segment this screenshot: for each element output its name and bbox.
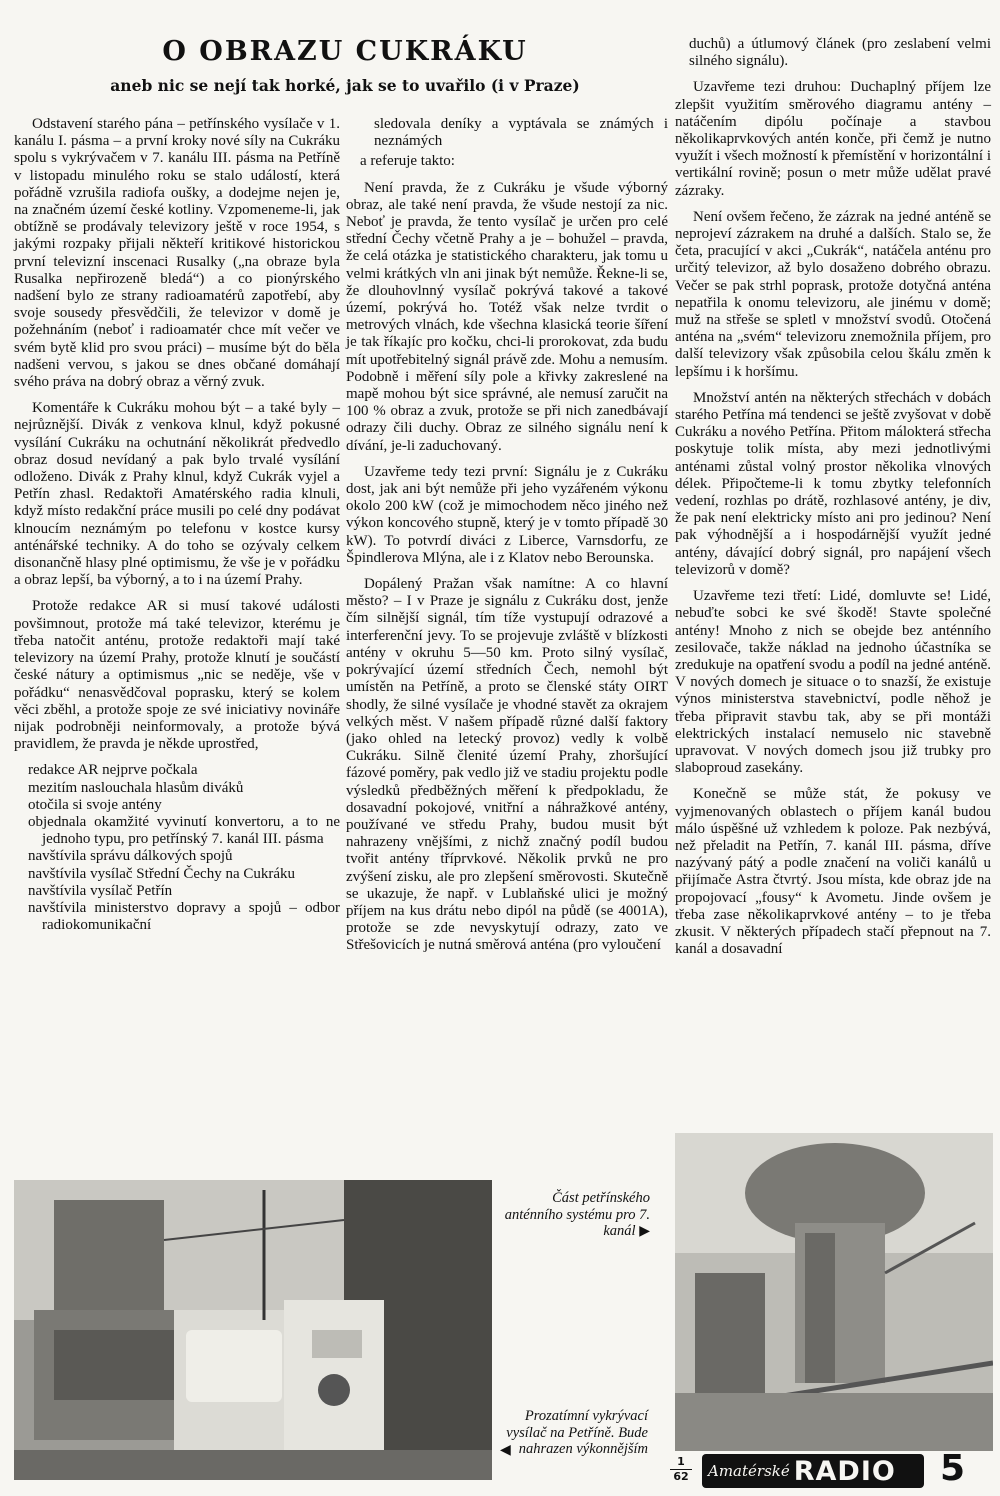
paragraph: Odstavení starého pána – petřínského vysílače v 1. kanálu I. pásma – a první kroky nové síly na Cukráku spolu s vykrývačem v 7. kanálu III. pásma na Petříně v listopadu minulého roku se stalo událostí, která pořádně vzrušila radiofa oušky, a dodejme nejen je, na značném území české kotliny. Vzpomeneme-li, jak obtížně se prodávaly televizory ještě v roce 1954, s jakými rozpaky přijali někteří kritikové historickou první televizní inscenaci Rusalky („na obraze byla Rusalka nepřirozeně bledá“) a co pionýrského nadšení bylo ze strany radioamatérů zapotřebí, aby svoje sousedy přesvědčili, že televizor v domě je požehnáním (neboť i radioamatér chce mít večer ve svém bytě klid pro svou práci) – musíme být do běla nadšeni vervou, s jakou se dnes občané domáhají svého práva na dobrý obraz a věrný zvuk. — [14, 116, 340, 391]
list-item: mezitím naslouchala hlasům diváků — [28, 779, 244, 796]
text-column-2 — [346, 116, 668, 964]
caption-text: Část petřínského anténního systému pro 7. kanál — [504, 1190, 650, 1239]
photo-caption-top — [500, 1190, 650, 1241]
logo-name: RADIO — [793, 1455, 896, 1487]
paragraph: duchů) a útlumový článek (pro zeslabení velmi silného signálu). — [689, 36, 991, 70]
list-item: navštívila správu dálkových spojů — [28, 848, 233, 865]
article-subtitle: aneb nic se nejí tak horké, jak se to uvařilo (i v Praze) — [110, 76, 580, 95]
arrow-left-icon: ◀ — [500, 1442, 511, 1458]
paragraph: Protože redakce AR si musí takové události povšimnout, protože má také televizor, kterému je třeba natočit anténu, protože redaktoři mají také televizory na území Prahy, protože klnutí je součástí české nátury a optimismus „nic se neděje, vše v pořádku“ nenasvědčoval poprasku, který se kolem věci zběhl, a protože spoje ze své iniciativy novináře nijak podrobněji neinformovaly, a protože bývá pravidlem, že pravda je někde uprostřed, — [14, 598, 340, 753]
caption-text: Prozatímní vykrývací vysílač na Petříně. Bude nahrazen výkonnějším — [506, 1408, 648, 1457]
issue-year: 62 — [673, 1470, 689, 1483]
arrow-right-icon: ▶ — [639, 1224, 650, 1239]
text-column-3 — [675, 36, 991, 967]
list-item: navštívila ministerstvo dopravy a spojů – odbor radiokomunikační — [28, 899, 340, 934]
paragraph: Není pravda, že z Cukráku je všude výborný obraz, ale také není pravda, že všude nestojí za nic. Neboť je pravda, že tento vysílač je určen pro celé střední Čechy včetně Prahy a je – bohužel – pravda, že celá otázka je statistického charakteru, jak tomu u velmi krátkých vln ani jinak být nemůže. Řekne-li se, že dlouhovlnný vysílač pokrývá takové a takové území, pokrývá ho. Totéž však nelze tvrdit o metrových vlnách, kde všechna klasická teorie šíření je tak říkajíc pro kočku, chci-li prorokovat, zda budu mít upotřebitelný signál právě zde. Mohu a nemusím. Podobně i měření síly pole a křivky zakreslené na mapě mohou být sice správné, ale nemusí zaručit na 100 % obraz a zvuk, protože se při nich zanedbávají odrazy čili duchy. Obraz ze silného signálu není k dívání, je-li zaduchovaný. — [346, 179, 668, 454]
list-item: navštívila vysílač Petřín — [28, 882, 173, 899]
paragraph: a referuje takto: — [360, 153, 455, 170]
paragraph: Množství antén na některých střechách v dobách starého Petřína má tendenci se ještě zvyšovat v době Cukráku a nového Petřína. Přitom málokterá střecha poskytuje tolik místa, aby mezi jednotlivými anténami zůstal volný prostor několika vlnových délek. Připočteme-li k tomu zbytky telefonních vedení, rozhlas po drátě, rozhlasové antény, je div, že pak není elektricky místo ani pro jedinou? Není pak výhodnější a i hospodárnější využít jedné antény, dávající dobrý signál, pro napájení všech televizorů v domě? — [675, 389, 991, 578]
paragraph: Není ovšem řečeno, že zázrak na jedné anténě se neprojeví zázrakem na druhé a dalších. Stalo se, že četa, pracující v akci „Cukrák“, natáčela anténu pro určitý televizor, až bylo dosaženo dobrého obrazu. Večer se pak strhl poprask, protože dotyčná anténa nepatřila k onomu televizoru, ale jinému v domě; muž na střeše se spletl v množství svodů. Otočená anténa na „svém“ televizoru znemožnila příjem, pro další televizory však způsobila celou škálu změn k lepšímu i k horšímu. — [675, 208, 991, 380]
paragraph: Konečně se může stát, že pokusy ve vyjmenovaných oblastech o příjem kanál budou málo úspěšné už vzhledem k poloze. Pak nezbývá, než přeladit na Petřín, 7. kanál III. pásma, dříve nazývaný pátý a podle značení na voliči kanálů u přijímače Astra čtvrtý. Jsou místa, kde obraz jde na propojovací „fousy“ k Avometu. Jinde ovšem je třeba zase několikaprvkové antény – to je třeba zkusit. V některých případech stačí přepnout na 7. kanál a dosavadní — [675, 786, 991, 958]
magazine-logo — [702, 1454, 924, 1488]
article-title: O OBRAZU CUKRÁKU — [162, 36, 528, 67]
page-number: 5 — [940, 1448, 966, 1489]
paragraph: Dopálený Pražan však namítne: A co hlavní město? – I v Praze je signálu z Cukráku dost, jenže čím silnější signál, tím tíže vystupují odrazové a interferenční jevy. To se projevuje zvláště v blízkosti antény v okruhu 5—50 km. Proto silný vysílač, pokrývající území středních Čech, nemohl být umístěn na Petříně, a proto se členské státy OIRT shodly, že silné vysílače je vhodné stavět za okrajem velkých měst. V našem případě různé další faktory (jako ohled na letecký provoz) vedly k volbě Cukráku. Silně členité území Prahy, zhoršující fázové poměry, pak vedlo již ve stadiu projektu podle výsledků předběžných měření k předpokladu, že dosavadní pokojové, vnitřní a náhražkové antény, používané ve středu Prahy, budou musit být nahrazeny vnějšími, z nichž značný podíl budou tvořit antény tříprvkové. Několik prvků ne pro zvýšení zisku, ale pro zlepšení směrovosti. Skutečně se ukazuje, že např. v Lublaňské ulici je možný příjem na kus drátu nebo dipól na půdě (se 4001A), protože se zde nevyskytují odrazy, zato ve Střešovicích je nutná směrová anténa (pro vyloučení — [346, 576, 668, 954]
issue-number: 1 — [677, 1455, 685, 1468]
list-item: otočila si svoje antény — [28, 796, 162, 813]
issue-marker — [670, 1456, 692, 1483]
antenna-photo — [675, 1133, 993, 1451]
logo-script: Amatérské — [708, 1462, 790, 1480]
list-item: objednala okamžité vyvinutí konvertoru, a to ne jednoho typu, pro petřínský 7. kanál III. pásma — [28, 813, 340, 848]
action-list — [28, 762, 340, 934]
transmitter-photo — [14, 1180, 492, 1480]
paragraph: sledovala deníky a vyptávala se známých i neznámých — [374, 116, 668, 150]
paragraph: Uzavřeme tezi druhou: Duchaplný příjem lze zlepšit využitím směrového diagramu antény – natáčením dipólu počínaje a stavbou několikaprvkových antén konče, při čemž je nutno využít i všech možností k přemístění v horizontální i vertikální rovině; posun o metr může udělat pravé zázraky. — [675, 79, 991, 199]
paragraph: Uzavřeme tezi třetí: Lidé, domluvte se! Lidé, nebuďte sobci ke své škodě! Stavte společné antény! Mnoho z nich se obejde bez anténního zesilovače, takže náklad na jednoho účastníka se zredukuje na opatření svodu a podíl na jedné anténě. V nových domech je situace o to snazší, že existuje výnos ministerstva stavebnictví, podle něhož je třeba připravit stavbu tak, aby se při montáži elektrických instalací nemuselo nic stavebně upravovat. V nových domech jsou již trubky pro slaboproud zasekány. — [675, 588, 991, 777]
paragraph: Komentáře k Cukráku mohou být – a také byly – nejrůznější. Divák z venkova klnul, když pokusné vysílání Cukráku na ochutnání několikrát předvedlo obraz dosud nevídaný a pak bylo trvalé vysílání odloženo. Divák z Prahy klnul, když Cukrák vyjel a Petřín zhasl. Redaktoři Amatérského radia klnuli, když místo redakční práce musili po celé dny podávat klnoucím neznámým po telefonu v kostce kursy anténářské techniky. A do toho se ozývaly celkem disonančně hlasy plné optimismu, že vše je v pořádku a obraz lepší, ba výborný, a to i na území Prahy. — [14, 400, 340, 589]
text-column-1 — [14, 116, 340, 934]
list-item: navštívila vysílač Střední Čechy na Cukráku — [28, 865, 296, 882]
list-item: redakce AR nejprve počkala — [28, 762, 198, 779]
paragraph: Uzavřeme tedy tezi první: Signálu je z Cukráku dost, jak ani být nemůže při jeho vyzářeném výkonu okolo 200 kW (což je mimochodem něco jiného než výkon koncového stupně, který je v tomto případě 30 kW). To potvrdí diváci z Liberce, Varnsdorfu, ze Špindlerova Mlýna, ale i z Klatov nebo Berounska. — [346, 463, 668, 566]
photo-caption-bottom — [500, 1408, 648, 1459]
